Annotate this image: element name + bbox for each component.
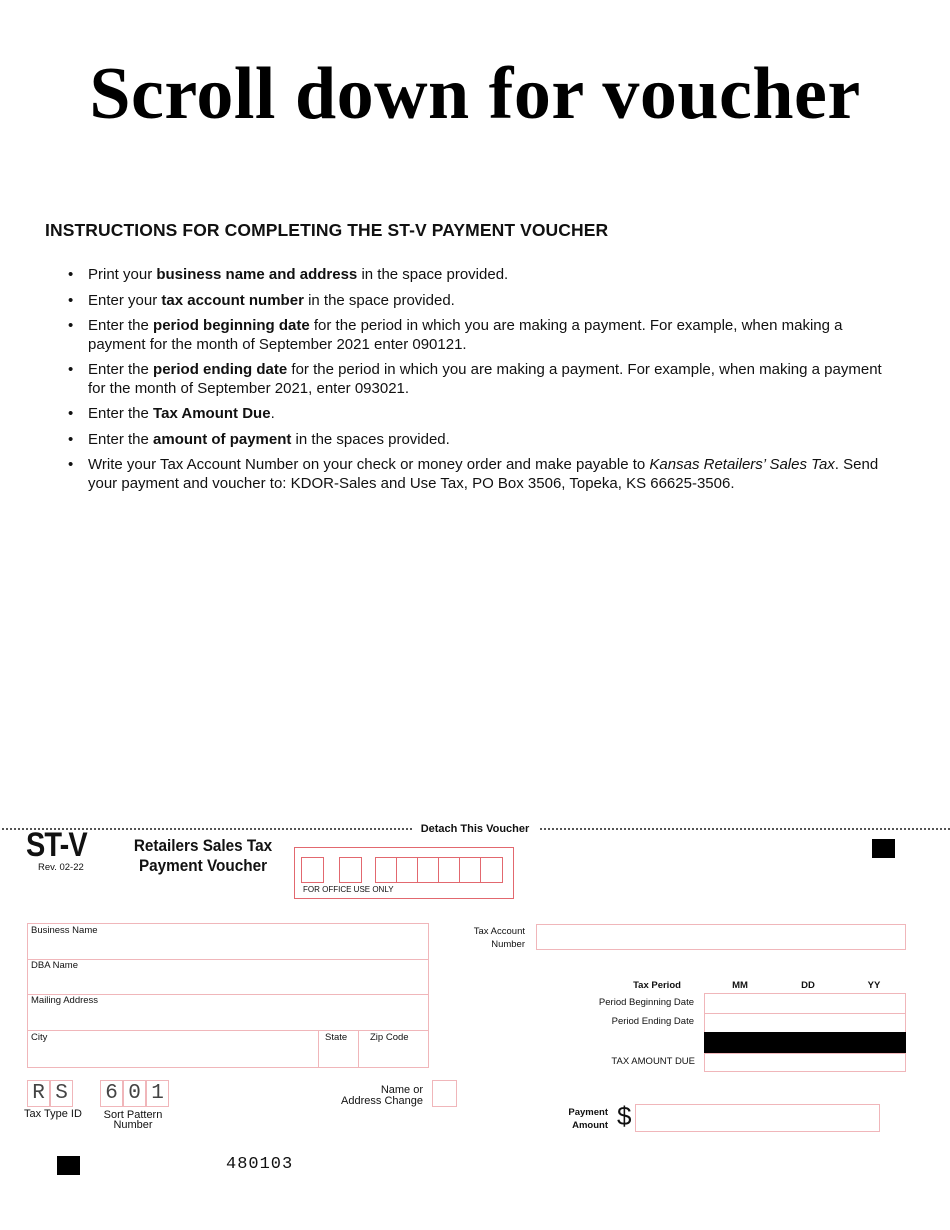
business-name-field[interactable]	[28, 924, 428, 960]
dba-name-label: DBA Name	[31, 960, 78, 971]
office-use-cell	[417, 857, 439, 883]
payment-amount-label	[560, 1106, 608, 1132]
payment-amount-input[interactable]	[635, 1104, 880, 1132]
office-use-label: FOR OFFICE USE ONLY	[303, 885, 394, 894]
blackout-bar	[704, 1032, 906, 1053]
voucher-title-line2: Payment Voucher	[138, 856, 268, 875]
form-code: ST-V	[26, 826, 87, 864]
state-input[interactable]	[319, 1031, 358, 1068]
tax-account-label	[440, 925, 525, 951]
mailing-address-label: Mailing Address	[31, 995, 99, 1006]
instruction-item: • Enter the period beginning date for the period in which you are making a payment. For example, when making a payment for the month of September 2021 enter 090121.	[68, 317, 898, 354]
instruction-item: • Write your Tax Account Number on your check or money order and make payable to Kansas Retailers’ Sales Tax. Send your payment and voucher to: KDOR-Sales and Use Tax, PO Box 3506, Topeka, KS 66625-3506.	[68, 456, 898, 493]
tax-account-label-line2: Number	[491, 939, 525, 950]
office-use-box	[294, 847, 514, 899]
instruction-item: • Enter the Tax Amount Due.	[68, 405, 898, 424]
sort-pattern-label	[95, 1110, 171, 1130]
payment-label-line2: Amount	[572, 1120, 608, 1131]
sort-pattern-label-line1: Sort Pattern	[103, 1109, 163, 1121]
name-change-line2: Address Change	[341, 1095, 423, 1107]
day-header: DD	[801, 980, 815, 991]
month-header: MM	[732, 980, 748, 991]
state-label: State	[325, 1032, 348, 1043]
instruction-item: • Enter the amount of payment in the spaces provided.	[68, 431, 898, 450]
mailing-address-field[interactable]	[28, 994, 428, 1031]
voucher-title	[127, 836, 280, 876]
detach-perforation-right	[540, 828, 950, 830]
tax-type-char: S	[50, 1080, 73, 1107]
instructions-heading: INSTRUCTIONS FOR COMPLETING THE ST-V PAYMENT VOUCHER	[45, 220, 609, 240]
period-beginning-label: Period Beginning Date	[598, 997, 694, 1008]
sort-pattern-label-line2: Number	[113, 1119, 153, 1131]
instructions-list	[68, 266, 898, 500]
business-name-label: Business Name	[31, 925, 98, 936]
tax-account-label-line1: Tax Account	[473, 926, 525, 937]
dba-name-field[interactable]	[28, 959, 428, 995]
sort-pattern-char: 0	[123, 1080, 146, 1107]
zip-code-label: Zip Code	[370, 1032, 409, 1043]
registration-mark-top	[872, 839, 895, 858]
period-ending-label: Period Ending Date	[611, 1016, 694, 1027]
tax-amount-due-label: TAX AMOUNT DUE	[611, 1056, 695, 1067]
scan-number: 480103	[226, 1155, 294, 1174]
name-change-line1: Name or	[380, 1084, 423, 1096]
city-label: City	[31, 1032, 48, 1043]
registration-mark-bottom	[57, 1156, 80, 1175]
office-use-cell	[480, 857, 503, 883]
sort-pattern-char: 6	[100, 1080, 123, 1107]
name-address-change-label	[320, 1085, 423, 1107]
sort-pattern-char: 1	[146, 1080, 169, 1107]
tax-amount-due-input[interactable]	[704, 1053, 906, 1072]
payment-label-line1: Payment	[568, 1107, 608, 1118]
office-use-cell	[396, 857, 418, 883]
address-fields-block	[27, 923, 429, 1068]
office-use-cell	[459, 857, 481, 883]
city-input[interactable]	[28, 1031, 318, 1068]
detach-label: Detach This Voucher	[420, 823, 530, 835]
period-beginning-date-input[interactable]	[704, 993, 906, 1014]
zip-code-input[interactable]	[359, 1031, 429, 1068]
instruction-item: • Enter your tax account number in the space provided.	[68, 292, 898, 311]
period-ending-date-input[interactable]	[704, 1013, 906, 1033]
office-use-cell	[339, 857, 362, 883]
office-use-cell	[438, 857, 460, 883]
office-use-cell	[301, 857, 324, 883]
scroll-down-headline: Scroll down for voucher	[89, 53, 861, 135]
instruction-item: • Print your business name and address in the space provided.	[68, 266, 898, 285]
office-use-cell	[375, 857, 397, 883]
year-header: YY	[867, 980, 881, 991]
name-address-change-checkbox[interactable]	[432, 1080, 457, 1107]
tax-period-header: Tax Period	[633, 980, 681, 991]
tax-type-char: R	[27, 1080, 50, 1107]
tax-account-number-input[interactable]	[536, 924, 906, 950]
dollar-sign: $	[617, 1101, 632, 1131]
form-revision: Rev. 02-22	[38, 862, 84, 873]
voucher-title-line1: Retailers Sales Tax	[133, 836, 273, 855]
tax-type-label: Tax Type ID	[24, 1108, 82, 1120]
instruction-item: • Enter the period ending date for the period in which you are making a payment. For example, when making a payment for the month of September 2021, enter 093021.	[68, 361, 898, 398]
